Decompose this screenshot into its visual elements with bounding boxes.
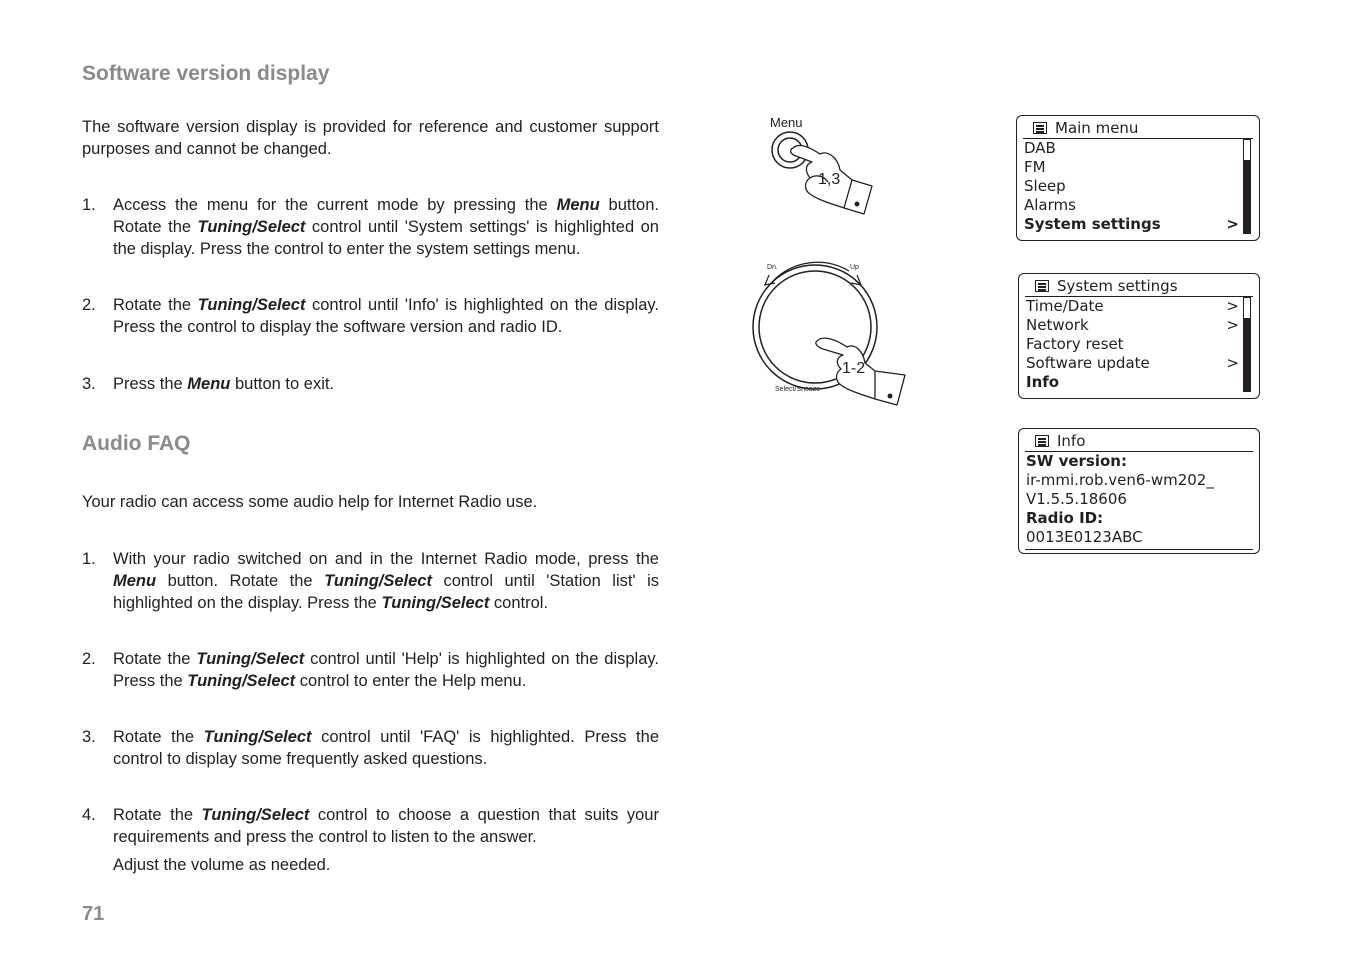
lcd-menu-item <box>1024 177 1241 196</box>
step-text-segment: Rotate the <box>113 296 198 314</box>
lcd-menu-item <box>1026 297 1241 316</box>
step-text-segment: Rotate the <box>113 650 197 668</box>
lcd-menu-list <box>1024 139 1241 234</box>
step-text <box>113 548 659 614</box>
lcd-bottom-rule <box>1025 549 1253 551</box>
lcd-menu-list <box>1026 297 1241 392</box>
lcd-main-menu <box>1016 115 1260 241</box>
step-text <box>113 648 659 692</box>
lcd-menu-item <box>1026 373 1241 392</box>
control-name: Tuning/Select <box>381 594 490 612</box>
step-number: 1. <box>82 196 96 214</box>
control-name: Menu <box>113 572 157 590</box>
instruction-step <box>82 648 659 692</box>
page-number: 71 <box>82 903 105 925</box>
instruction-step <box>82 194 659 260</box>
control-name: Tuning/Select <box>196 650 305 668</box>
lcd-title-bar <box>1025 431 1253 452</box>
step-text-segment: control until 'Help' is highlighted on the display. Press the <box>113 650 659 690</box>
lcd-menu-item-label: Info <box>1026 373 1060 391</box>
lcd-scroll-thumb <box>1243 297 1251 319</box>
lcd-info <box>1018 428 1260 554</box>
lcd-info-lines <box>1026 452 1251 547</box>
instruction-step <box>82 294 659 338</box>
lcd-info-label: Radio ID: <box>1026 509 1104 527</box>
submenu-arrow-icon: > <box>1226 215 1239 233</box>
menu-button-illustration <box>760 110 890 220</box>
step-text <box>113 194 659 260</box>
lcd-menu-item <box>1024 215 1241 234</box>
instruction-step <box>82 373 659 395</box>
menu-list-icon <box>1035 280 1049 292</box>
lcd-system-settings <box>1018 273 1260 399</box>
control-name: Tuning/Select <box>203 728 312 746</box>
control-name: Tuning/Select <box>324 572 432 590</box>
dial-up-label: Up <box>850 264 859 271</box>
submenu-arrow-icon: > <box>1226 354 1239 372</box>
lcd-title: Main menu <box>1055 119 1139 137</box>
menu-button-label: Menu <box>770 115 803 130</box>
submenu-arrow-icon: > <box>1226 297 1239 315</box>
lcd-menu-item-label: Factory reset <box>1026 335 1124 353</box>
lcd-title-bar <box>1023 118 1253 139</box>
lcd-title-bar <box>1025 276 1253 297</box>
tuning-select-dial-illustration <box>745 255 915 415</box>
submenu-arrow-icon: > <box>1226 316 1239 334</box>
step-text-segment: control to choose a question that suits your requirements and press the control to listen to the answer. <box>113 806 659 846</box>
lcd-menu-item-label: FM <box>1024 158 1046 176</box>
lcd-scrollbar <box>1243 297 1251 392</box>
step-text-segment: control. <box>489 594 549 612</box>
step-text <box>113 294 659 338</box>
step-text-segment: With your radio switched on and in the Internet Radio mode, press the <box>113 550 659 568</box>
step-text-segment: Access the menu for the current mode by pressing the <box>113 196 557 214</box>
step-text <box>113 373 659 395</box>
lcd-title: System settings <box>1057 277 1178 295</box>
instruction-step <box>82 548 659 614</box>
step-text-segment: control until 'System settings' is highlighted on the display. Press the control to enter the system settings menu. <box>113 218 659 258</box>
step-text-segment: control to enter the Help menu. <box>295 672 527 690</box>
lcd-menu-item-label: Network <box>1026 316 1089 334</box>
dial-caption: Select/Snooze <box>775 386 821 393</box>
control-name: Tuning/Select <box>197 296 306 314</box>
step-text-segment: Rotate the <box>113 806 202 824</box>
lcd-menu-item <box>1024 158 1241 177</box>
section-heading-audio-faq: Audio FAQ <box>82 432 191 455</box>
lcd-menu-item <box>1026 354 1241 373</box>
lcd-scrollbar <box>1243 139 1251 234</box>
step-text-segment: Rotate the <box>113 728 204 746</box>
step-text-segment: control until 'Info' is highlighted on the display. Press the control to display the software version and radio ID. <box>113 296 659 336</box>
step-text-segment: control until 'Station list' is highlighted on the display. Press the <box>113 572 659 612</box>
section-heading-software-version: Software version display <box>82 62 330 85</box>
control-name: Menu <box>556 196 600 214</box>
lcd-menu-item-label: Time/Date <box>1026 297 1104 315</box>
menu-list-icon <box>1035 435 1049 447</box>
control-name: Tuning/Select <box>187 672 296 690</box>
step-number: 1. <box>82 550 96 568</box>
control-name: Menu <box>187 375 231 393</box>
lcd-menu-item-label: System settings <box>1024 215 1161 233</box>
lcd-menu-item-label: Sleep <box>1024 177 1066 195</box>
lcd-scroll-thumb <box>1243 139 1251 161</box>
step-text <box>113 804 659 848</box>
step-text-segment: button. Rotate the <box>113 196 659 236</box>
lcd-menu-item-label: DAB <box>1024 139 1056 157</box>
step-text-segment: button. Rotate the <box>156 572 325 590</box>
section-intro: Your radio can access some audio help for Internet Radio use. <box>82 493 538 511</box>
lcd-menu-item-label: Software update <box>1026 354 1150 372</box>
step-text-segment: button to exit. <box>230 375 335 393</box>
step-text <box>113 726 659 770</box>
lcd-menu-item-label: Alarms <box>1024 196 1076 214</box>
menu-list-icon <box>1033 122 1047 134</box>
section-intro: The software version display is provided for reference and customer support purposes and cannot be changed. <box>82 118 659 158</box>
lcd-menu-item <box>1024 139 1241 158</box>
lcd-title: Info <box>1057 432 1086 450</box>
lcd-menu-item <box>1026 316 1241 335</box>
step-number: 2. <box>82 296 96 314</box>
lcd-info-value: 0013E0123ABC <box>1026 528 1143 546</box>
lcd-info-value: ir-mmi.rob.ven6-wm202_ <box>1026 471 1214 489</box>
dial-step-numbers: 1-2 <box>842 360 866 377</box>
menu-step-numbers: 1,3 <box>818 171 841 188</box>
lcd-info-label: SW version: <box>1026 452 1127 470</box>
step-text-segment: control until 'FAQ' is highlighted. Press the control to display some frequently asked questions. <box>113 728 659 768</box>
instruction-step <box>82 726 659 770</box>
lcd-menu-item <box>1024 196 1241 215</box>
lcd-menu-item <box>1026 335 1241 354</box>
step-note: Adjust the volume as needed. <box>113 856 331 874</box>
control-name: Tuning/Select <box>197 218 306 236</box>
step-number: 3. <box>82 728 96 746</box>
step-text-segment: Press the <box>113 375 188 393</box>
lcd-info-value: V1.5.5.18606 <box>1026 490 1127 508</box>
dial-down-label: Dn. <box>767 264 778 271</box>
step-number: 4. <box>82 806 96 824</box>
instruction-step <box>82 804 659 876</box>
control-name: Tuning/Select <box>201 806 310 824</box>
step-number: 2. <box>82 650 96 668</box>
step-number: 3. <box>82 375 96 393</box>
